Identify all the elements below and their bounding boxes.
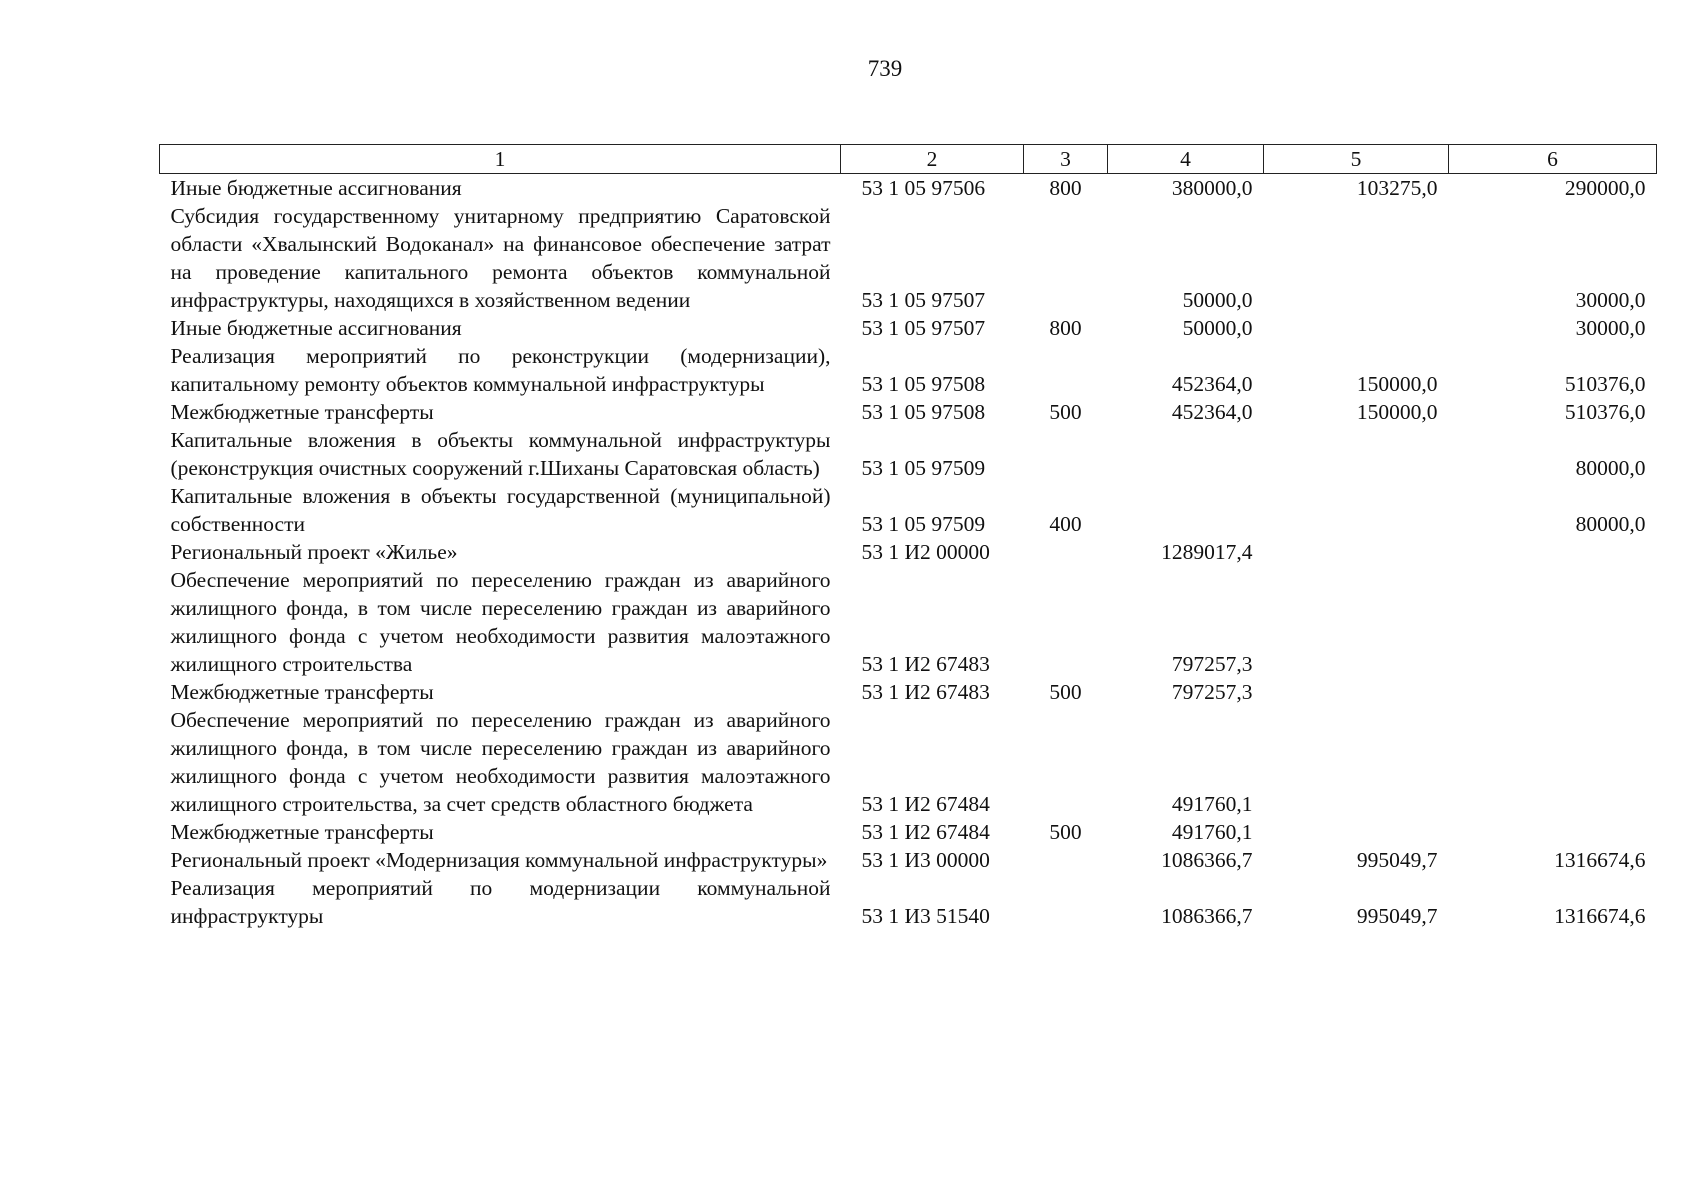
table-row	[160, 818, 1657, 846]
row-name-cell: Реализация мероприятий по модернизации коммунальной инфраструктуры	[170, 876, 831, 928]
table-row	[160, 202, 1657, 314]
table-body	[160, 174, 1657, 931]
row-value-col4	[1108, 482, 1264, 538]
row-value-col6: 290000,0	[1564, 176, 1646, 200]
table-row	[160, 482, 1657, 538]
row-name-cell: Региональный проект «Жилье»	[170, 540, 458, 564]
header-col-4: 4	[1108, 145, 1264, 174]
row-value-col5: 103275,0	[1356, 176, 1438, 200]
row-name-cell: Межбюджетные трансферты	[170, 820, 434, 844]
header-row	[160, 145, 1657, 174]
row-name-cell: Субсидия государственному унитарному предприятию Саратовской области «Хвалынский Водоканал» на финансовое обеспечение затрат на проведение капитального ремонта объектов коммунальной инфраструктуры, находящихся в хозяйственном ведении	[170, 204, 831, 312]
table-row	[160, 174, 1657, 203]
row-code-cell: 53 1 05 97508	[861, 400, 986, 424]
row-value-col5	[1264, 566, 1449, 678]
row-value-col6: 80000,0	[1575, 512, 1646, 536]
row-value-col6: 1316674,6	[1554, 904, 1646, 928]
row-value-col5: 995049,7	[1356, 904, 1438, 928]
row-value-col5	[1264, 706, 1449, 818]
table-row	[160, 566, 1657, 678]
row-value-col4: 380000,0	[1171, 176, 1253, 200]
row-name-cell: Обеспечение мероприятий по переселению граждан из аварийного жилищного фонда, в том числе переселению граждан из аварийного жилищного фонда с учетом необходимости развития малоэтажного жилищного строительства	[170, 568, 831, 676]
row-code-cell: 53 1 И2 67484	[861, 820, 990, 844]
row-code-cell: 53 1 05 97509	[861, 456, 986, 480]
row-value-col6: 30000,0	[1575, 316, 1646, 340]
row-type-cell	[1024, 566, 1108, 678]
row-value-col6	[1449, 566, 1657, 678]
row-type-cell	[1024, 426, 1108, 482]
row-name-cell: Реализация мероприятий по реконструкции (модернизации), капитальному ремонту объектов коммунальной инфраструктуры	[170, 344, 831, 396]
row-value-col6: 510376,0	[1564, 372, 1646, 396]
row-value-col5	[1264, 202, 1449, 314]
row-value-col6	[1449, 678, 1657, 706]
table-row	[160, 706, 1657, 818]
table-row	[160, 342, 1657, 398]
row-code-cell: 53 1 И2 00000	[861, 540, 990, 564]
row-type-cell: 500	[1049, 400, 1082, 424]
header-col-2: 2	[841, 145, 1024, 174]
row-code-cell: 53 1 05 97508	[861, 372, 986, 396]
row-value-col5	[1264, 482, 1449, 538]
row-type-cell	[1024, 342, 1108, 398]
row-value-col4: 491760,1	[1171, 820, 1253, 844]
table-row	[160, 426, 1657, 482]
header-col-5: 5	[1264, 145, 1449, 174]
row-value-col5	[1264, 678, 1449, 706]
row-value-col4: 50000,0	[1182, 288, 1253, 312]
budget-table	[159, 144, 1657, 930]
table-row	[160, 874, 1657, 930]
table-row	[160, 846, 1657, 874]
row-value-col6	[1449, 538, 1657, 566]
row-code-cell: 53 1 05 97506	[861, 176, 986, 200]
row-code-cell: 53 1 05 97507	[861, 316, 986, 340]
row-name-cell: Обеспечение мероприятий по переселению граждан из аварийного жилищного фонда, в том числе переселению граждан из аварийного жилищного фонда с учетом необходимости развития малоэтажного жилищного строительства, за счет средств областного бюджета	[170, 708, 831, 816]
row-code-cell: 53 1 05 97507	[861, 288, 986, 312]
row-value-col6	[1449, 818, 1657, 846]
row-code-cell: 53 1 И3 51540	[861, 904, 990, 928]
row-type-cell: 500	[1049, 680, 1082, 704]
row-name-cell: Иные бюджетные ассигнования	[170, 316, 462, 340]
row-name-cell: Межбюджетные трансферты	[170, 680, 434, 704]
row-value-col6: 30000,0	[1575, 288, 1646, 312]
row-value-col4	[1108, 426, 1264, 482]
row-name-cell: Иные бюджетные ассигнования	[170, 176, 462, 200]
row-type-cell	[1024, 706, 1108, 818]
row-code-cell: 53 1 И2 67483	[861, 652, 990, 676]
row-code-cell: 53 1 И3 00000	[861, 848, 990, 872]
table-row	[160, 314, 1657, 342]
header-col-3: 3	[1024, 145, 1108, 174]
row-name-cell: Межбюджетные трансферты	[170, 400, 434, 424]
row-value-col6: 80000,0	[1575, 456, 1646, 480]
row-value-col5: 150000,0	[1356, 372, 1438, 396]
page-number: 739	[867, 56, 903, 81]
row-value-col4: 452364,0	[1171, 400, 1253, 424]
row-type-cell	[1024, 874, 1108, 930]
table-row	[160, 678, 1657, 706]
row-type-cell: 800	[1049, 316, 1082, 340]
row-value-col4: 1086366,7	[1161, 904, 1253, 928]
row-value-col4: 491760,1	[1171, 792, 1253, 816]
row-name-cell: Капитальные вложения в объекты коммунальной инфраструктуры (реконструкция очистных сооружений г.Шиханы Саратовская область)	[170, 428, 831, 480]
row-type-cell	[1024, 846, 1108, 874]
row-name-cell: Капитальные вложения в объекты государственной (муниципальной) собственности	[170, 484, 831, 536]
row-type-cell: 400	[1049, 512, 1082, 536]
row-value-col5	[1264, 426, 1449, 482]
row-type-cell	[1024, 538, 1108, 566]
row-value-col4: 1289017,4	[1161, 540, 1253, 564]
row-name-cell: Региональный проект «Модернизация коммунальной инфраструктуры»	[170, 848, 828, 872]
row-value-col5	[1264, 818, 1449, 846]
table-row	[160, 538, 1657, 566]
row-value-col6: 1316674,6	[1554, 848, 1646, 872]
row-value-col4: 797257,3	[1171, 652, 1253, 676]
header-col-1: 1	[160, 145, 841, 174]
table-header	[160, 145, 1657, 174]
row-type-cell: 500	[1049, 820, 1082, 844]
row-value-col4: 797257,3	[1171, 680, 1253, 704]
row-code-cell: 53 1 05 97509	[861, 512, 986, 536]
row-value-col4: 452364,0	[1171, 372, 1253, 396]
row-value-col6	[1449, 706, 1657, 818]
table-row	[160, 398, 1657, 426]
row-code-cell: 53 1 И2 67483	[861, 680, 990, 704]
row-value-col4: 50000,0	[1182, 316, 1253, 340]
row-value-col5: 150000,0	[1356, 400, 1438, 424]
row-value-col6: 510376,0	[1564, 400, 1646, 424]
row-value-col4: 1086366,7	[1161, 848, 1253, 872]
row-code-cell: 53 1 И2 67484	[861, 792, 990, 816]
header-col-6: 6	[1449, 145, 1657, 174]
row-value-col5: 995049,7	[1356, 848, 1438, 872]
row-value-col5	[1264, 538, 1449, 566]
row-type-cell: 800	[1049, 176, 1082, 200]
row-value-col5	[1264, 314, 1449, 342]
row-type-cell	[1024, 202, 1108, 314]
